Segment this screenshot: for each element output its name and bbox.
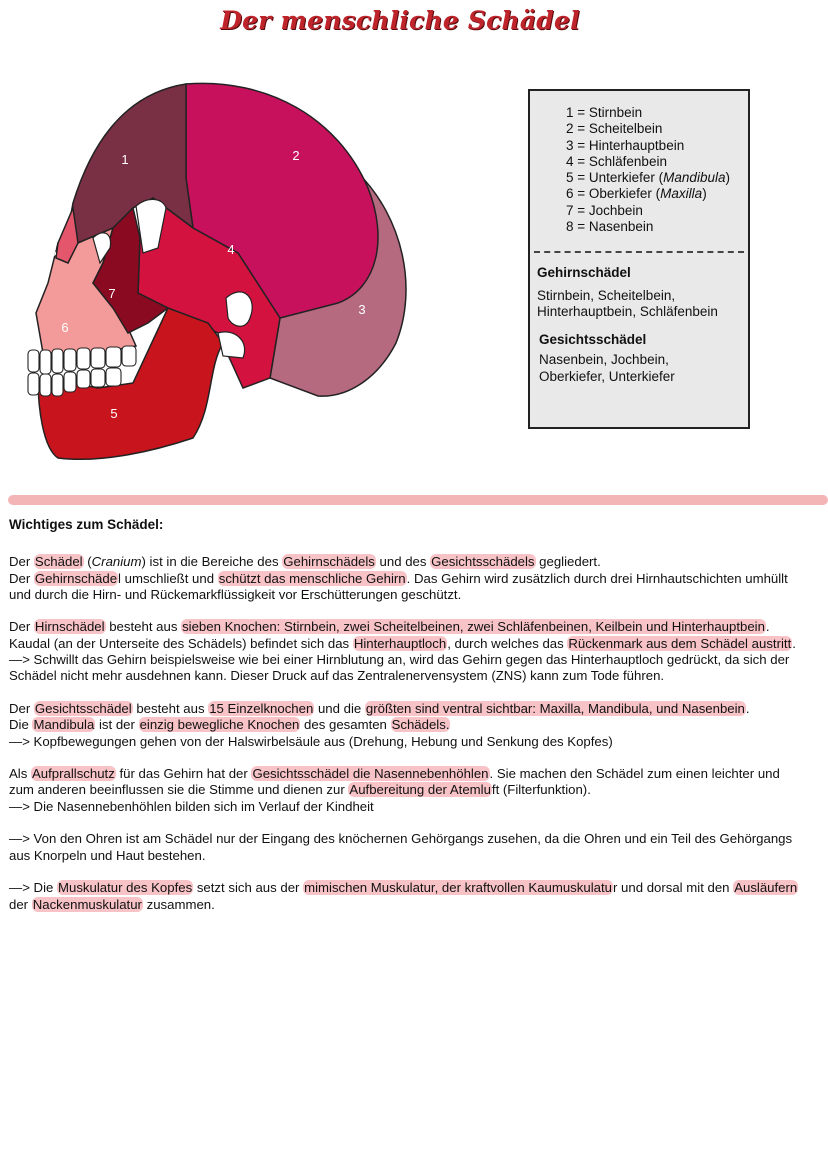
legend-gesicht-line: Oberkiefer, Unterkiefer	[539, 369, 675, 384]
label-number-2: 2	[292, 148, 300, 163]
label-number-1: 1	[121, 152, 129, 167]
text-line: —> Schwillt das Gehirn beispielsweise wie bei einer Hirnblutung an, wird das Gehirn gegen das Hinterhauptloch gedrückt, da sich der	[9, 652, 790, 668]
text-line: Der Gesichtsschädel besteht aus 15 Einzelknochen und die größten sind ventral sichtbar: Maxilla, Mandibula, und Nasenbein.	[9, 700, 750, 716]
text-line: Schädel nicht mehr ausdehnen kann. Dieser Druck auf das Zentralenervensystem (ZNS) kann zum Tode führen.	[9, 668, 665, 684]
legend-gehirn-title: Gehirnschädel	[537, 265, 631, 280]
label-number-5: 5	[110, 406, 118, 421]
text-line: —> Kopfbewegungen gehen von der Halswirbelsäule aus (Drehung, Hebung und Senkung des Kopfes)	[9, 733, 613, 749]
notes-section	[9, 517, 824, 929]
text-line: Kaudal (an der Unterseite des Schädels) befindet sich das Hinterhauptloch, durch welches das Rückenmark aus dem Schädel austritt.	[9, 635, 796, 651]
paragraph-muskulatur	[9, 880, 824, 913]
legend-gehirn-line: Hinterhauptbein, Schläfenbein	[537, 304, 718, 319]
text-line: —> Die Nasennebenhöhlen bilden sich im Verlauf der Kindheit	[9, 798, 374, 814]
text-line: —> Von den Ohren ist am Schädel nur der Eingang des knöchernen Gehörgangs zusehen, da die Ohren und ein Teil des Gehörgangs	[9, 831, 793, 847]
skull-diagram	[18, 78, 418, 463]
label-number-8: 8	[49, 244, 57, 259]
legend-box	[528, 89, 750, 429]
text-line: —> Die Muskulatur des Kopfes setzt sich aus der mimischen Muskulatur, der kraftvollen Kaumuskulatur und dorsal mit den Ausläufern	[9, 880, 798, 896]
legend-gehirn-line: Stirnbein, Scheitelbein,	[537, 288, 676, 303]
legend-item: 3 = Hinterhauptbein	[566, 137, 685, 153]
text-line: aus Knorpeln und Haut bestehen.	[9, 847, 206, 863]
text-line: und durch die Hirn- und Rückemarkflüssigkeit vor Erschütterungen geschützt.	[9, 586, 462, 602]
legend-item: 6 = Oberkiefer (Maxilla)	[566, 186, 707, 202]
paragraph-gesichtsschaedel	[9, 701, 824, 750]
text-line: der Nackenmuskulatur zusammen.	[9, 896, 215, 912]
text-line: Die Mandibula ist der einzig bewegliche Knochen des gesamten Schädels.	[9, 717, 450, 733]
label-number-6: 6	[61, 320, 69, 335]
label-number-3: 3	[358, 302, 366, 317]
paragraph-ohren	[9, 831, 824, 864]
divider-bar	[8, 495, 828, 505]
legend-item: 5 = Unterkiefer (Mandibula)	[566, 170, 730, 186]
paragraph-hirnschaedel	[9, 619, 824, 684]
paragraph-cranium	[9, 554, 824, 603]
legend-divider	[534, 251, 744, 253]
text-line: zum anderen beeinflussen sie die Stimme und dienen zur Aufbereitung der Atemluft (Filterfunktion).	[9, 782, 591, 798]
legend-list	[566, 105, 730, 235]
label-number-7: 7	[108, 286, 116, 301]
legend-item: 8 = Nasenbein	[566, 219, 654, 235]
legend-item: 2 = Scheitelbein	[566, 121, 663, 137]
legend-item: 1 = Stirnbein	[566, 105, 643, 120]
label-number-4: 4	[227, 242, 235, 257]
text-line: Der Hirnschädel besteht aus sieben Knochen: Stirnbein, zwei Scheitelbeinen, zwei Schläfenbeinen, Keilbein und Hinterhauptbein.	[9, 619, 770, 635]
text-line: Der Gehirnschädel umschließt und schützt das menschliche Gehirn. Das Gehirn wird zusätzlich durch drei Hirnhautschichten umhüllt	[9, 570, 788, 586]
legend-gesicht-line: Nasenbein, Jochbein,	[539, 352, 669, 367]
ear-opening	[226, 292, 252, 326]
paragraph-aufprallschutz	[9, 766, 824, 815]
text-line: Der Schädel (Cranium) ist in die Bereiche des Gehirnschädels und des Gesichtsschädels gegliedert.	[9, 554, 601, 570]
section-title: Wichtiges zum Schädel:	[9, 517, 164, 532]
page-title: Der menschliche Schädel	[220, 6, 580, 35]
legend-gesicht-title: Gesichtsschädel	[539, 332, 647, 347]
text-line: Als Aufprallschutz für das Gehirn hat der Gesichtsschädel die Nasennebenhöhlen. Sie machen den Schädel zum einen leichter und	[9, 766, 780, 782]
legend-item: 7 = Jochbein	[566, 202, 643, 218]
legend-item: 4 = Schläfenbein	[566, 153, 667, 169]
